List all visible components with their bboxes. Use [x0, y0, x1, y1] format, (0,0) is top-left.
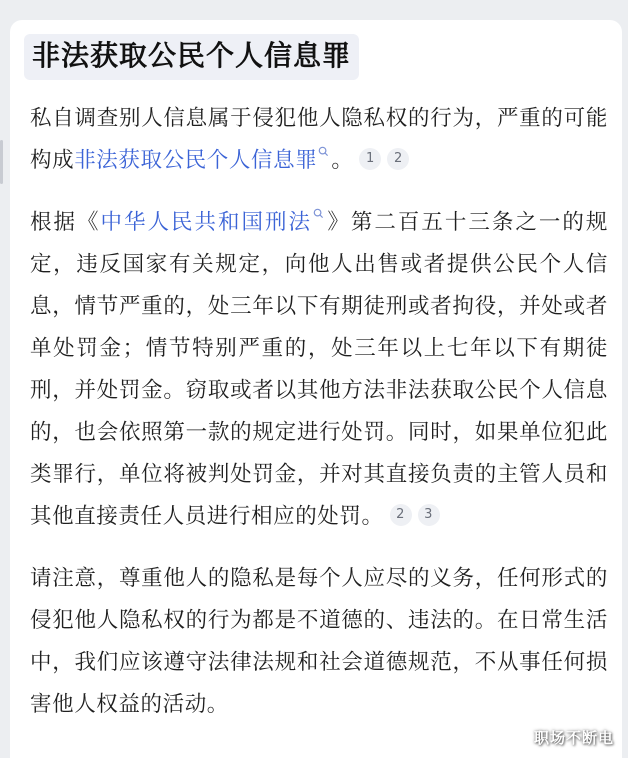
- crime-link-label: 非法获取公民个人信息罪: [74, 148, 318, 173]
- criminal-law-link[interactable]: [101, 210, 327, 235]
- card-title: 非法获取公民个人信息罪: [32, 39, 352, 72]
- watermark: 职场不断电: [533, 729, 614, 747]
- search-link-icon: [313, 208, 324, 219]
- answer-card: [10, 20, 622, 758]
- paragraph-2-text-b: 》第二百五十三条之一的规定，违反国家有关规定，向他人出售或者提供公民个人信息，情节严重的，处三年以下有期徒刑或者拘役，并处或者单处罚金；情节特别严重的，处三年以上七年以下有期徒刑，并处罚金。窃取或者以其他方法非法获取公民个人信息的，也会依照第一款的规定进行处罚。同时，如果单位犯此类罪行，单位将被判处罚金，并对其直接负责的主管人员和其他直接责任人员进行相应的处罚。: [30, 210, 608, 529]
- citation-badge[interactable]: 2: [390, 504, 412, 526]
- title-highlight: [24, 34, 359, 80]
- paragraph-1-text-a: 私自调查别人信息属于侵犯他人隐私权的行为，严重的可能构成: [30, 106, 608, 173]
- paragraph-2: [30, 202, 608, 538]
- citation-badge[interactable]: 3: [418, 504, 440, 526]
- paragraph-3: 请注意，尊重他人的隐私是每个人应尽的义务，任何形式的侵犯他人隐私权的行为都是不道德的、违法的。在日常生活中，我们应该遵守法律法规和社会道德规范，不从事任何损害他人权益的活动。: [30, 566, 608, 717]
- scroll-indicator[interactable]: [0, 140, 3, 184]
- paragraph-1-text-b: 。: [331, 148, 354, 173]
- citation-badge[interactable]: 2: [387, 148, 409, 170]
- crime-link[interactable]: [74, 148, 331, 173]
- citation-badge[interactable]: 1: [359, 148, 381, 170]
- criminal-law-link-label: 中华人民共和国刑法: [100, 210, 312, 235]
- search-link-icon: [318, 146, 329, 157]
- paragraph-1: [30, 98, 608, 182]
- paragraph-2-text-a: 根据《: [30, 210, 101, 235]
